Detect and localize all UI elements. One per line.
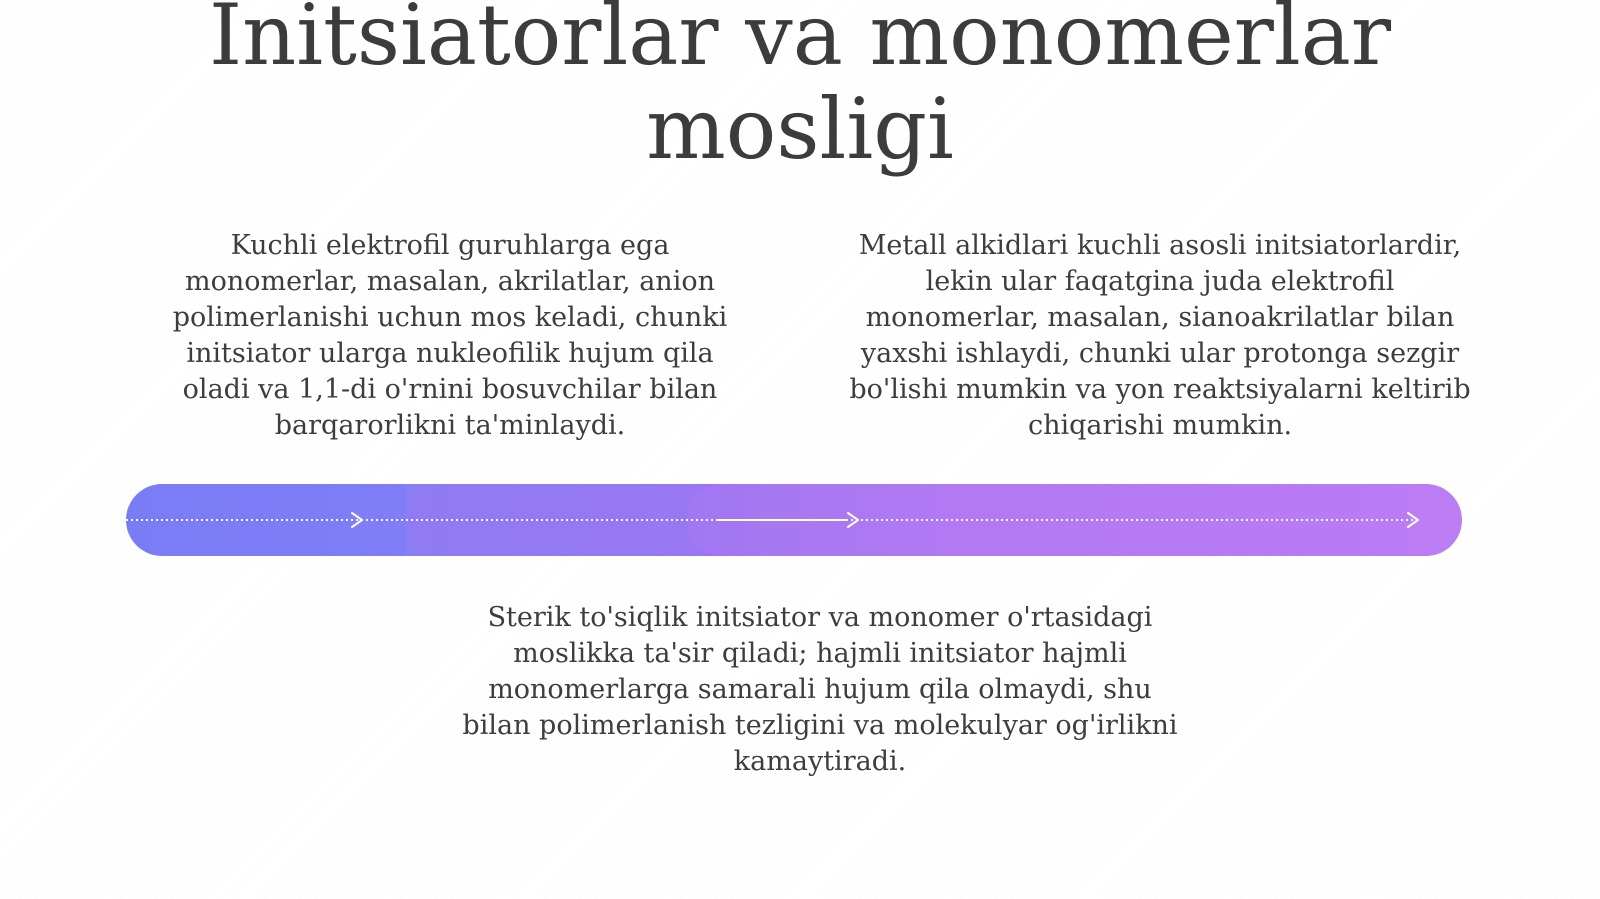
text-block-right: Metall alkidlari kuchli asosli initsiatorlardir, lekin ular faqatgina juda elektrofil monomerlar, masalan, sianoakrilatlar bilan yaxshi ishlaydi, chunki ular protonga sezgir bo'lishi mumkin va yon reaktsiyalarni keltirib chiqarishi mumkin.: [849, 230, 1471, 441]
timeline-line: [126, 484, 1462, 556]
text-block-left: Kuchli elektrofil guruhlarga ega monomerlar, masalan, akrilatlar, anion polimerlanishi uchun mos keladi, chunki initsiator ularga nukleofilik hujum qila oladi va 1,1-di o'rnini bosuvchilar bilan barqarorlikni ta'minlaydi.: [172, 230, 728, 441]
text-block-bottom: Sterik to'siqlik initsiator va monomer o'rtasidagi moslikka ta'sir qiladi; hajmli initsiator hajmli monomerlarga samarali hujum qila olmaydi, shu bilan polimerlanish tezligini va molekulyar og'irlikni kamaytiradi.: [462, 602, 1178, 777]
slide-title: Initsiatorlar va monomerlar mosligi: [209, 0, 1391, 178]
timeline-bar: [126, 484, 1462, 556]
